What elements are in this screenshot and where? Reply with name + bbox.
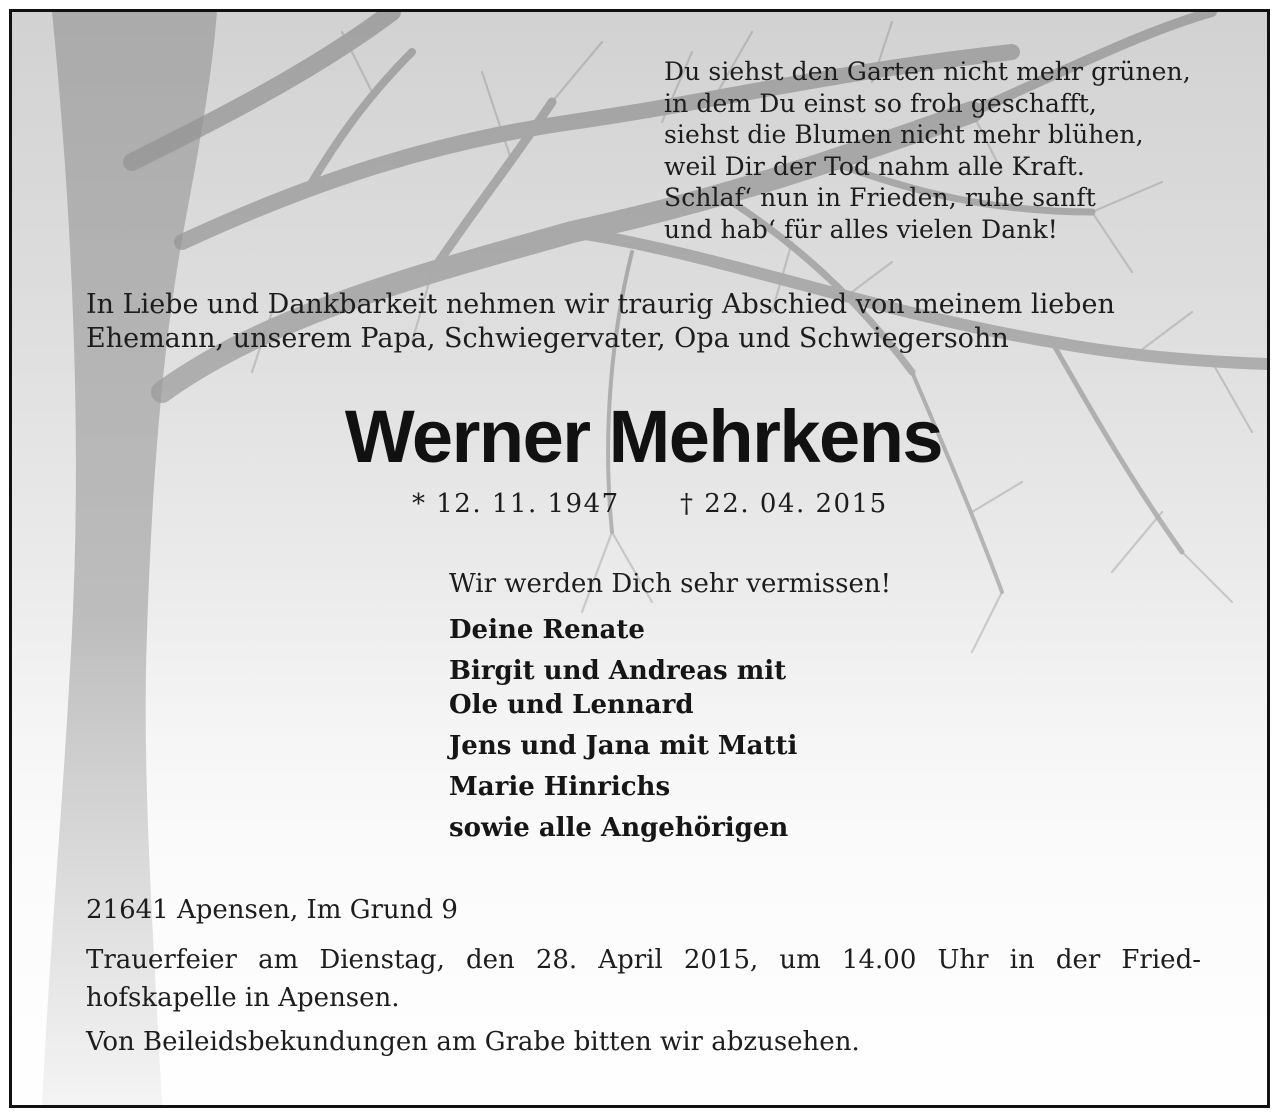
mourner-entry (449, 729, 797, 763)
poem-line: Schlaf‘ nun in Frieden, ruhe sanft (664, 183, 1096, 212)
poem-line: weil Dir der Tod nahm alle Kraft. (664, 151, 1085, 181)
poem-line: siehst die Blumen nicht mehr blühen, (664, 120, 1144, 149)
family-address: 21641 Apensen, Im Grund 9 (86, 895, 458, 925)
poem-line: in dem Du einst so froh geschafft, (664, 88, 1097, 118)
farewell-intro (86, 288, 1206, 356)
mourner-entry (449, 613, 797, 647)
mourner-entry (449, 811, 797, 845)
intro-line: In Liebe und Dankbarkeit nehmen wir traurig Abschied von meinem lieben (86, 289, 1115, 320)
birth-date: * 12. 11. 1947 (412, 489, 620, 519)
mourner-name: Birgit und Andreas mit (449, 656, 787, 686)
mourner-entry (449, 770, 797, 804)
service-line: hofskapelle in Apensen. (86, 983, 400, 1013)
death-date: † 22. 04. 2015 (680, 489, 888, 519)
memorial-poem (664, 56, 1191, 245)
mourner-name: Deine Renate (449, 615, 645, 645)
mourner-name: Ole und Lennard (449, 690, 694, 720)
mourner-name: Marie Hinrichs (449, 772, 671, 802)
mourner-entry (449, 654, 797, 722)
intro-line: Ehemann, unserem Papa, Schwiegervater, Opa und Schwiegersohn (86, 323, 1009, 354)
obituary-notice (9, 9, 1270, 1108)
mourner-name: sowie alle Angehörigen (449, 813, 789, 843)
condolence-note: Von Beileidsbekundungen am Grabe bitten wir abzusehen. (86, 1027, 860, 1057)
service-line: Trauerfeier am Dienstag, den 28. April 2015, um 14.00 Uhr in der Fried- (86, 945, 1201, 975)
deceased-name: Werner Mehrkens (344, 395, 943, 478)
poem-line: Du siehst den Garten nicht mehr grünen, (664, 57, 1191, 86)
poem-line: und hab‘ für alles vielen Dank! (664, 214, 1058, 244)
mourner-name: Jens und Jana mit Matti (449, 731, 798, 761)
mourners-list (449, 613, 797, 852)
farewell-line: Wir werden Dich sehr vermissen! (449, 569, 892, 599)
funeral-service-info (86, 941, 1201, 1017)
